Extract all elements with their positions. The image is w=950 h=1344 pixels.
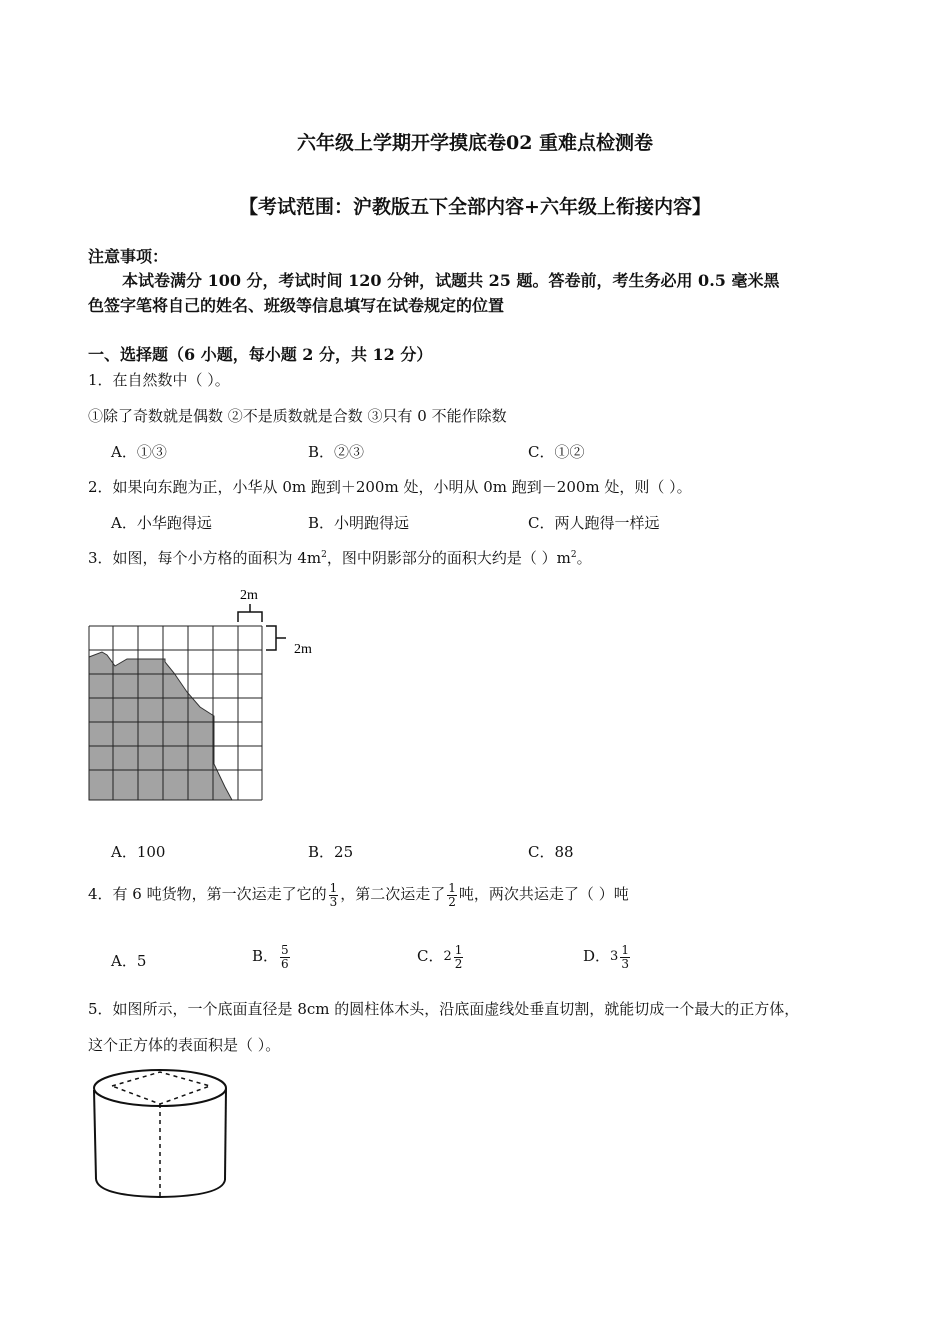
q3-stem	[88, 547, 592, 568]
q5-line-2: 这个正方体的表面积是（ ）。	[88, 1036, 281, 1054]
q1-option-a: A．①③	[111, 443, 167, 461]
q1-stem: 1．在自然数中（ ）。	[88, 371, 230, 389]
notice-line-2: 色签字笔将自己的姓名、班级等信息填写在试卷规定的位置	[88, 296, 505, 315]
q3-label-top: 2m	[240, 588, 258, 603]
q3-stem-c: 。	[576, 549, 592, 567]
q4-option-b: B． $\frac{5}{6}$	[252, 942, 289, 971]
notice-line-1: 本试卷满分 100 分，考试时间 120 分钟，试题共 25 题。答卷前，考生务必用 0.5 毫米黑	[122, 271, 780, 290]
q4-stem-b: ，第二次运走了	[340, 885, 446, 903]
q2-option-a: A．小华跑得远	[111, 514, 212, 532]
q3-label-right: 2m	[294, 642, 312, 657]
section-title: 一、选择题（6 小题，每小题 2 分，共 12 分）	[88, 345, 433, 364]
q4-stem-a: 4．有 6 吨货物，第一次运走了它的	[88, 885, 327, 903]
q5-cylinder-figure	[86, 1064, 236, 1204]
q4-option-c: C．2 $\frac{1}{2}$	[417, 942, 463, 971]
q1-statements: ①除了奇数就是偶数 ②不是质数就是合数 ③只有 0 不能作除数	[88, 407, 507, 425]
page-title: 六年级上学期开学摸底卷02 重难点检测卷	[296, 132, 654, 154]
q2-stem: 2．如果向东跑为正，小华从 0m 跑到＋200m 处，小明从 0m 跑到－200m 处，则（ ）。	[88, 478, 692, 496]
q4-fraction-1: $\frac{1}{3}$	[329, 880, 338, 909]
q2-option-c: C．两人跑得一样远	[528, 514, 660, 532]
q5-line-1: 5．如图所示，一个底面直径是 8cm 的圆柱体木头，沿底面虚线处垂直切割，就能切成一个最大的正方体，	[88, 1000, 800, 1018]
q3-option-a: A．100	[111, 843, 166, 861]
q2-option-b: B．小明跑得远	[308, 514, 410, 532]
q3-sup-1: 2	[321, 550, 327, 560]
q3-sup-2: 2	[570, 550, 577, 560]
q4-stem	[88, 874, 629, 914]
q3-option-b: B．25	[308, 843, 354, 861]
q4-option-a: A．5	[111, 952, 147, 970]
q3-option-c: C．88	[528, 843, 574, 861]
notice-label: 注意事项：	[88, 247, 169, 266]
q1-option-c: C．①②	[528, 443, 585, 461]
q4-fraction-2: $\frac{1}{2}$	[448, 880, 456, 909]
q1-option-b: B．②③	[308, 443, 365, 461]
cylinder-cut-square	[112, 1072, 210, 1104]
q3-top-bracket	[238, 604, 262, 622]
q4-option-d: D．3 $\frac{1}{3}$	[583, 942, 629, 971]
exam-scope: 【考试范围：沪教版五下全部内容+六年级上衔接内容】	[239, 196, 711, 218]
q4-stem-c: 吨，两次共运走了（ ）吨	[458, 885, 629, 903]
q3-stem-b: ，图中阴影部分的面积大约是（ ）m	[326, 549, 571, 567]
q3-right-bracket	[266, 626, 286, 650]
q3-grid-figure	[80, 582, 330, 812]
q3-stem-a: 3．如图，每个小方格的面积为 4m	[88, 549, 322, 567]
